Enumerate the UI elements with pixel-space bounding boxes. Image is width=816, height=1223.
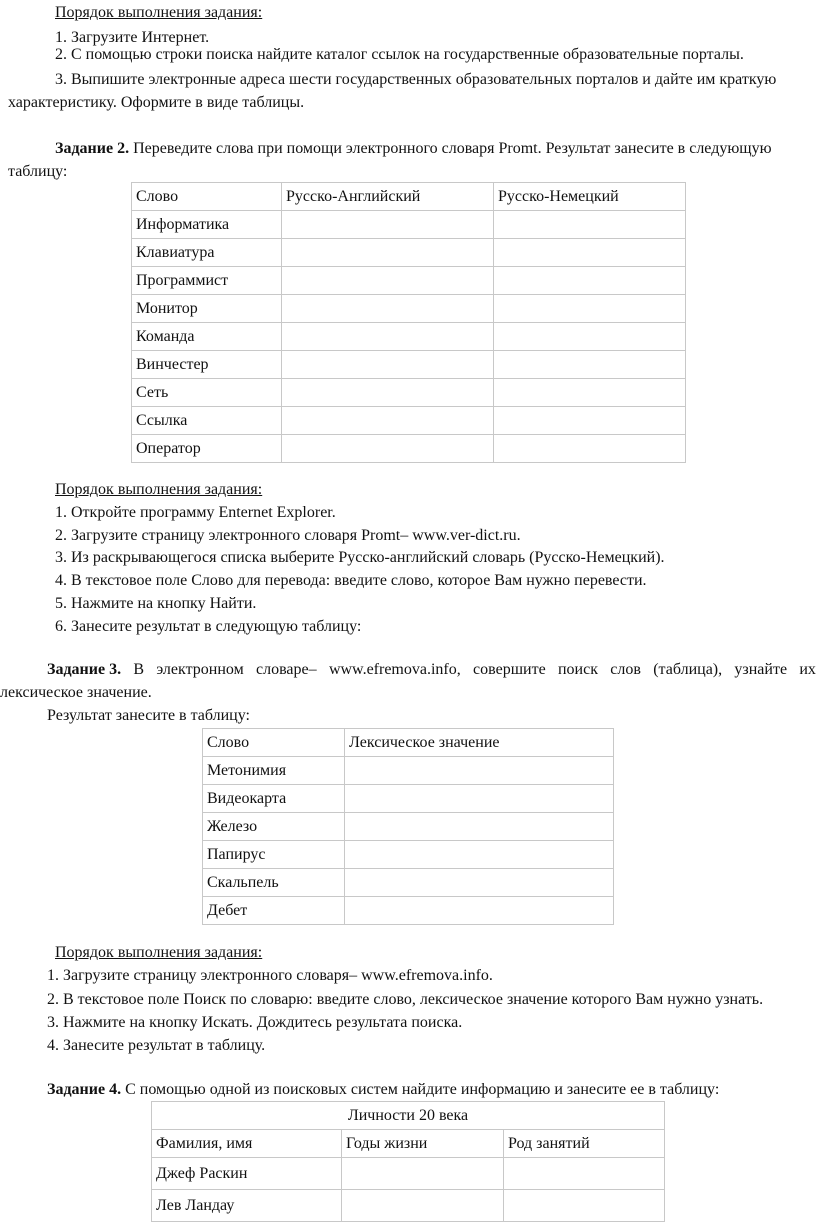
word-cell: Информатика [132,211,282,239]
procedure-heading-1: Порядок выполнения задания: [55,4,263,21]
task3-label: Задание 3. [47,661,122,678]
table-title: Личности 20 века [152,1102,665,1130]
col-header-ru-en: Русско-Английский [282,183,494,211]
col-header-ru-de: Русско-Немецкий [494,183,686,211]
table-row [132,239,686,267]
table-row [203,841,614,869]
step-2-1: 1. Откройте программу Enternet Explorer. [55,504,336,521]
table-row [132,407,686,435]
empty-cell [282,435,494,463]
word-cell: Программист [132,267,282,295]
empty-cell [342,1190,504,1222]
task3-word: В [133,661,145,678]
personalities-table [151,1101,665,1222]
word-cell: Оператор [132,435,282,463]
task2-text: Переведите слова при помощи электронного словаря Promt. Результат занесите в следующую [129,140,772,157]
empty-cell [504,1158,665,1190]
task3-word: (таблица), [653,661,723,678]
empty-cell [345,869,614,897]
empty-cell [282,351,494,379]
col-header-occupation: Род занятий [504,1130,665,1158]
empty-cell [494,295,686,323]
col-header-lexical: Лексическое значение [345,729,614,757]
empty-cell [345,841,614,869]
col-header-word: Слово [132,183,282,211]
word-cell: Железо [203,813,345,841]
empty-cell [504,1190,665,1222]
empty-cell [494,211,686,239]
empty-cell [345,813,614,841]
word-cell: Скальпель [203,869,345,897]
word-cell: Монитор [132,295,282,323]
table-header-row [152,1130,665,1158]
word-cell: Сеть [132,379,282,407]
procedure-heading-2: Порядок выполнения задания: [55,481,263,498]
task4-label: Задание 4. [47,1081,122,1098]
empty-cell [494,407,686,435]
task2-text-cont: таблицу: [8,163,68,180]
task3-word: слов [610,661,641,678]
task4-intro [47,1080,719,1100]
table-row [132,351,686,379]
empty-cell [282,267,494,295]
task3-word: совершите [473,661,546,678]
step-2-6: 6. Занесите результат в следующую таблицу: [55,618,362,635]
step-3-4: 4. Занесите результат в таблицу. [47,1037,266,1054]
table-row [152,1158,665,1190]
table-row [132,379,686,407]
task3-text-cont: лексическое значение. [0,684,152,701]
word-cell: Клавиатура [132,239,282,267]
task2-label: Задание 2. [55,140,130,157]
task3-word: узнайте [734,661,788,678]
empty-cell [282,211,494,239]
empty-cell [494,379,686,407]
word-cell: Команда [132,323,282,351]
empty-cell [282,323,494,351]
empty-cell [345,785,614,813]
task3-word: www.efremova.info, [328,661,461,678]
empty-cell [282,295,494,323]
table-row [203,785,614,813]
empty-cell [345,897,614,925]
name-cell: Лев Ландау [152,1190,342,1222]
empty-cell [494,239,686,267]
task3-word: их [799,661,816,678]
col-header-name: Фамилия, имя [152,1130,342,1158]
step-3-3: 3. Нажмите на кнопку Искать. Дождитесь результата поиска. [47,1014,463,1031]
step-3-1: 1. Загрузите страницу электронного словаря– www.efremova.info. [47,967,493,984]
table-row [132,211,686,239]
table-header-row [203,729,614,757]
table-row [203,813,614,841]
empty-cell [494,435,686,463]
task3-word: словаре– [256,661,317,678]
col-header-years: Годы жизни [342,1130,504,1158]
table-row [132,267,686,295]
word-cell: Папирус [203,841,345,869]
word-cell: Дебет [203,897,345,925]
word-cell: Видеокарта [203,785,345,813]
procedure-heading-3: Порядок выполнения задания: [55,944,263,961]
empty-cell [282,239,494,267]
step-2-5: 5. Нажмите на кнопку Найти. [55,595,257,612]
step-2-4: 4. В текстовое поле Слово для перевода: введите слово, которое Вам нужно перевести. [55,572,647,589]
table-row [132,435,686,463]
task3-intro [47,660,816,680]
table-row [152,1190,665,1222]
step-1-1: 1. Загрузите Интернет. [55,29,210,46]
task3-result-line: Результат занесите в таблицу: [47,707,250,724]
word-cell: Ссылка [132,407,282,435]
step-1-3: 3. Выпишите электронные адреса шести государственных образовательных порталов и дайте им краткую [55,71,777,88]
table-title-row [152,1102,665,1130]
task4-text: С помощью одной из поисковых систем найдите информацию и занесите ее в таблицу: [121,1081,720,1098]
name-cell: Джеф Раскин [152,1158,342,1190]
step-3-2: 2. В текстовое поле Поиск по словарю: введите слово, лексическое значение которого Вам нужно узнать. [47,991,764,1008]
col-header-word: Слово [203,729,345,757]
step-1-3-cont: характеристику. Оформите в виде таблицы. [8,94,305,111]
empty-cell [342,1158,504,1190]
lexical-table [202,728,614,925]
table-row [132,323,686,351]
empty-cell [282,379,494,407]
table-row [132,295,686,323]
empty-cell [494,323,686,351]
task2-intro [55,139,772,159]
step-2-2: 2. Загрузите страницу электронного словаря Promt– www.ver-dict.ru. [55,527,521,544]
empty-cell [494,351,686,379]
table-row [203,757,614,785]
empty-cell [282,407,494,435]
table-row [203,897,614,925]
word-cell: Винчестер [132,351,282,379]
empty-cell [494,267,686,295]
table-row [203,869,614,897]
step-2-3: 3. Из раскрывающегося списка выберите Русско-английский словарь (Русско-Немецкий). [55,549,665,566]
task3-word: электронном [156,661,244,678]
task3-word: поиск [557,661,598,678]
step-1-2: 2. С помощью строки поиска найдите каталог ссылок на государственные образовательные порталы. [55,46,744,63]
empty-cell [345,757,614,785]
word-cell: Метонимия [203,757,345,785]
table-header-row [132,183,686,211]
translation-table [131,182,686,463]
